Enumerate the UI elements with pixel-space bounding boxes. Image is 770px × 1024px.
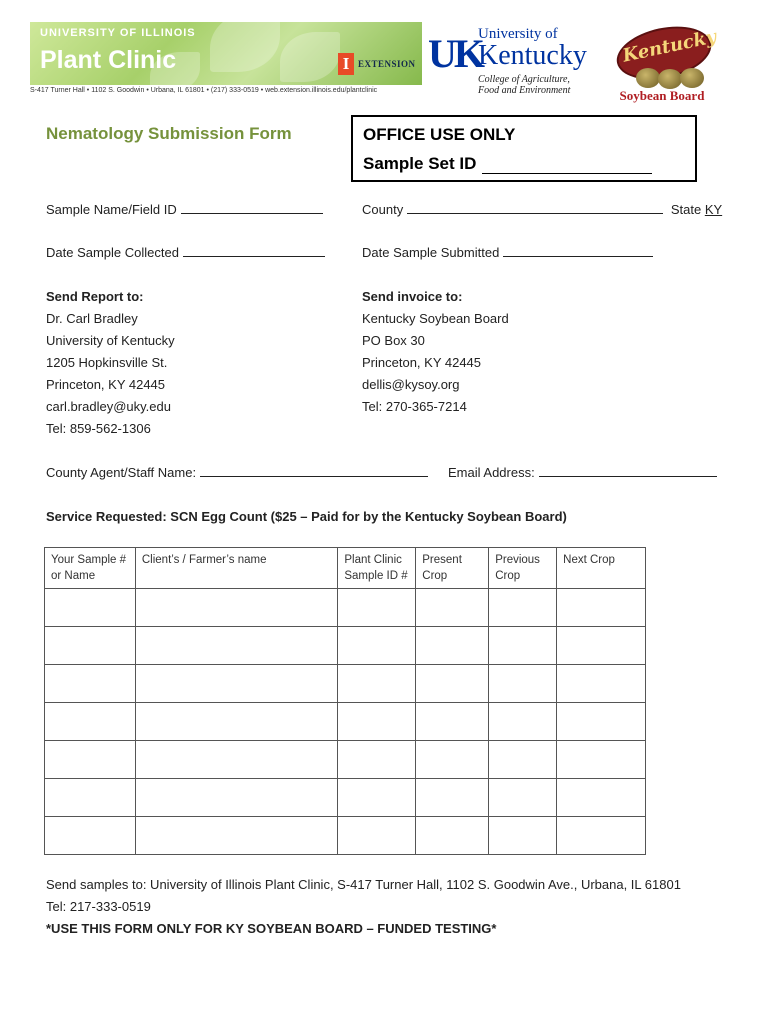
sample-name-row <box>46 202 323 217</box>
table-cell[interactable] <box>557 589 646 627</box>
table-header-row <box>45 548 646 589</box>
sample-set-id-row <box>363 154 652 174</box>
table-cell[interactable] <box>416 665 489 703</box>
table-cell[interactable] <box>416 817 489 855</box>
invoice-org: Kentucky Soybean Board <box>362 311 509 326</box>
send-report-block <box>46 286 175 440</box>
illinois-extension-logo <box>338 52 420 76</box>
email-label: Email Address: <box>448 465 535 480</box>
table-cell[interactable] <box>489 589 557 627</box>
soybean-script-text: Kentucky <box>620 26 719 67</box>
uk-logo <box>428 26 603 101</box>
table-row <box>45 817 646 855</box>
table-cell[interactable] <box>135 627 338 665</box>
soybean-board-logo <box>608 26 719 104</box>
table-row <box>45 741 646 779</box>
uk-college-text: College of Agriculture, Food and Environment <box>478 74 571 96</box>
report-name: Dr. Carl Bradley <box>46 311 138 326</box>
table-cell[interactable] <box>338 741 416 779</box>
date-submitted-row <box>362 245 653 260</box>
table-row <box>45 627 646 665</box>
county-agent-field[interactable] <box>200 465 428 477</box>
table-cell[interactable] <box>45 589 136 627</box>
office-use-heading: OFFICE USE ONLY <box>363 125 516 144</box>
date-collected-row <box>46 245 325 260</box>
send-samples-text: Send samples to: University of Illinois Plant Clinic, S-417 Turner Hall, 1102 S. Goodwin Ave., Urbana, IL 61801 <box>46 877 681 892</box>
table-cell[interactable] <box>135 741 338 779</box>
table-cell[interactable] <box>489 779 557 817</box>
table-cell[interactable] <box>45 665 136 703</box>
soybean-board-label: Soybean Board <box>619 88 705 103</box>
table-cell[interactable] <box>557 817 646 855</box>
invoice-box: PO Box 30 <box>362 333 425 348</box>
sample-set-id-label: Sample Set ID <box>363 154 477 173</box>
table-cell[interactable] <box>45 779 136 817</box>
email-field[interactable] <box>539 465 717 477</box>
col-previous-crop: Previous Crop <box>489 548 557 589</box>
invoice-city: Princeton, KY 42445 <box>362 355 482 370</box>
sample-name-label: Sample Name/Field ID <box>46 202 177 217</box>
table-cell[interactable] <box>135 779 338 817</box>
table-cell[interactable] <box>489 627 557 665</box>
send-invoice-block <box>362 286 509 418</box>
send-invoice-heading: Send invoice to: <box>362 289 463 304</box>
col-present-crop: Present Crop <box>416 548 489 589</box>
uk-name-text: Kentucky <box>478 40 587 71</box>
county-label: County <box>362 202 404 217</box>
table-cell[interactable] <box>416 703 489 741</box>
col-clinic-id: Plant Clinic Sample ID # <box>338 548 416 589</box>
table-cell[interactable] <box>45 627 136 665</box>
form-title: Nematology Submission Form <box>46 124 292 143</box>
table-cell[interactable] <box>416 779 489 817</box>
table-row <box>45 665 646 703</box>
plant-clinic-banner <box>30 22 422 85</box>
uk-mark-icon: UK <box>428 31 482 76</box>
report-city: Princeton, KY 42445 <box>46 377 166 392</box>
table-row <box>45 589 646 627</box>
service-requested: Service Requested: SCN Egg Count ($25 – Paid for by the Kentucky Soybean Board) <box>46 509 567 524</box>
invoice-email: dellis@kysoy.org <box>362 377 460 392</box>
banner-address: S-417 Turner Hall • 1102 S. Goodwin • Urbana, IL 61801 • (217) 333-0519 • web.extension.illinois.edu/plantclinic <box>30 87 378 94</box>
table-row <box>45 703 646 741</box>
soybean-pod-icon <box>614 68 714 90</box>
banner-university: UNIVERSITY OF ILLINOIS <box>40 27 196 39</box>
table-cell[interactable] <box>489 817 557 855</box>
table-row <box>45 779 646 817</box>
send-report-heading: Send Report to: <box>46 289 144 304</box>
table-cell[interactable] <box>416 627 489 665</box>
extension-word: EXTENSION <box>358 58 416 69</box>
office-use-box <box>351 115 697 182</box>
date-collected-label: Date Sample Collected <box>46 245 179 260</box>
table-cell[interactable] <box>135 589 338 627</box>
table-cell[interactable] <box>135 703 338 741</box>
table-cell[interactable] <box>338 703 416 741</box>
county-field[interactable] <box>407 202 663 214</box>
table-cell[interactable] <box>489 703 557 741</box>
col-client-name: Client’s / Farmer’s name <box>135 548 338 589</box>
report-tel: Tel: 859-562-1306 <box>46 421 151 436</box>
table-cell[interactable] <box>135 665 338 703</box>
sample-set-id-field[interactable] <box>482 158 652 174</box>
table-cell[interactable] <box>338 589 416 627</box>
county-row <box>362 202 722 217</box>
table-cell[interactable] <box>557 627 646 665</box>
county-agent-label: County Agent/Staff Name: <box>46 465 197 480</box>
state-label: State <box>670 202 702 217</box>
date-submitted-field[interactable] <box>503 245 653 257</box>
table-cell[interactable] <box>489 741 557 779</box>
table-cell[interactable] <box>45 703 136 741</box>
send-samples-tel: Tel: 217-333-0519 <box>46 899 151 914</box>
date-submitted-label: Date Sample Submitted <box>362 245 500 260</box>
date-collected-field[interactable] <box>183 245 325 257</box>
table-cell[interactable] <box>135 817 338 855</box>
banner-title: Plant Clinic <box>40 46 177 74</box>
col-sample-name: Your Sample # or Name <box>45 548 136 589</box>
table-cell[interactable] <box>557 741 646 779</box>
table-cell[interactable] <box>557 779 646 817</box>
table-cell[interactable] <box>338 779 416 817</box>
table-cell[interactable] <box>557 703 646 741</box>
table-cell[interactable] <box>338 665 416 703</box>
report-street: 1205 Hopkinsville St. <box>46 355 168 370</box>
table-cell[interactable] <box>338 627 416 665</box>
illinois-i-icon: I <box>338 53 354 75</box>
report-org: University of Kentucky <box>46 333 175 348</box>
sample-table <box>44 547 646 855</box>
report-email: carl.bradley@uky.edu <box>46 399 171 414</box>
table-cell[interactable] <box>489 665 557 703</box>
table-cell[interactable] <box>416 589 489 627</box>
state-value: KY <box>704 202 723 217</box>
uk-university-text: University of <box>478 26 558 42</box>
table-cell[interactable] <box>45 817 136 855</box>
table-cell[interactable] <box>416 741 489 779</box>
invoice-tel: Tel: 270-365-7214 <box>362 399 467 414</box>
sample-name-field[interactable] <box>181 202 323 214</box>
table-cell[interactable] <box>557 665 646 703</box>
table-cell[interactable] <box>45 741 136 779</box>
funded-testing-notice: *USE THIS FORM ONLY FOR KY SOYBEAN BOARD – FUNDED TESTING* <box>46 921 497 936</box>
county-agent-row <box>46 465 428 480</box>
col-next-crop: Next Crop <box>557 548 646 589</box>
table-cell[interactable] <box>338 817 416 855</box>
email-row <box>448 465 717 480</box>
